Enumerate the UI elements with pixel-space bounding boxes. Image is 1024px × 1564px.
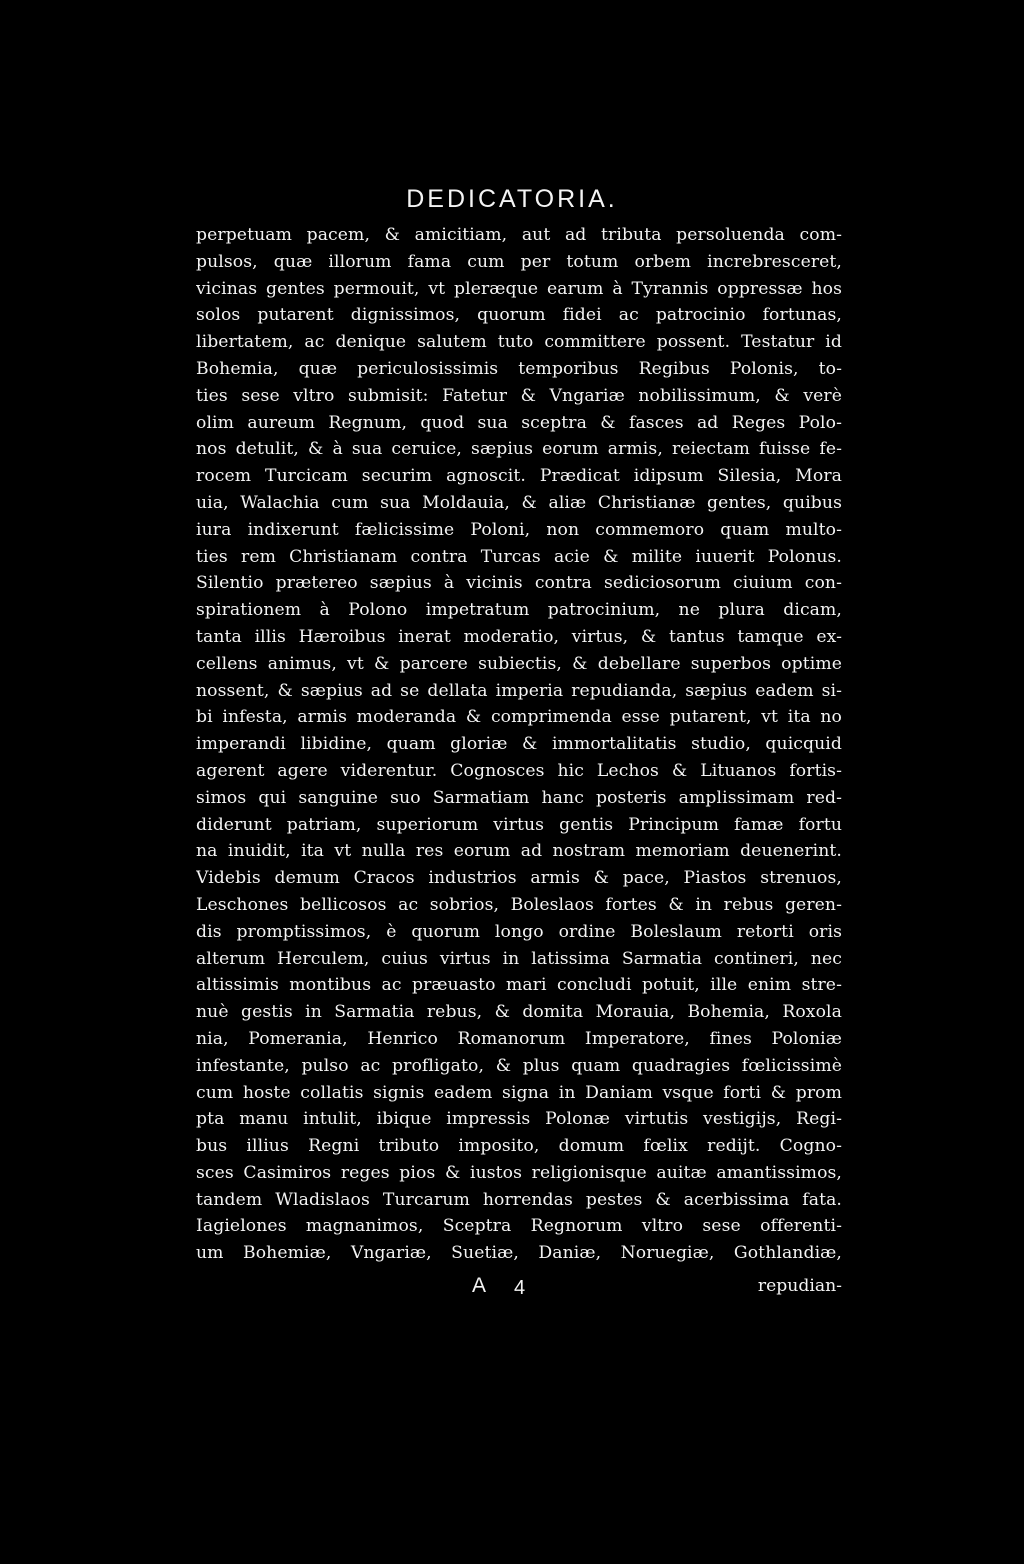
text-line: Leschones bellicosos ac sobrios, Boleslaos fortes & in rebus geren-: [196, 894, 842, 915]
text-line: bus illius Regni tributo imposito, domum fœlix redijt. Cogno-: [196, 1136, 842, 1157]
text-line: libertatem, ac denique salutem tuto committere possent. Testatur id: [196, 332, 842, 353]
text-line: ties rem Christianam contra Turcas acie & milite iuuerit Polonus.: [196, 546, 842, 567]
text-line: diderunt patriam, superiorum virtus gentis Principum famæ fortu: [196, 814, 842, 835]
text-line: tandem Wladislaos Turcarum horrendas pestes & acerbissima fata.: [196, 1189, 842, 1210]
text-line: nuè gestis in Sarmatia rebus, & domita Morauia, Bohemia, Roxola: [196, 1002, 842, 1023]
text-line: Silentio prætereo sæpius à vicinis contra sediciosorum ciuium con-: [196, 573, 842, 594]
text-line: ties sese vltro submisit: Fatetur & Vngariæ nobilissimum, & verè: [196, 385, 842, 406]
text-line: solos putarent dignissimos, quorum fidei ac patrocinio fortunas,: [196, 305, 842, 326]
text-line: dis promptissimos, è quorum longo ordine Boleslaum retorti oris: [196, 921, 842, 942]
text-line: altissimis montibus ac præuasto mari concludi potuit, ille enim stre-: [196, 975, 842, 996]
text-line: infestante, pulso ac profligato, & plus quam quadragies fœlicissimè: [196, 1055, 842, 1076]
text-line: pulsos, quæ illorum fama cum per totum orbem increbresceret,: [196, 251, 842, 272]
text-line: tanta illis Hæroibus inerat moderatio, virtus, & tantus tamque ex-: [196, 626, 842, 647]
text-line: agerent agere viderentur. Cognosces hic Lechos & Lituanos fortis-: [196, 760, 842, 781]
text-line: cellens animus, vt & parcere subiectis, & debellare superbos optime: [196, 653, 842, 674]
text-line: imperandi libidine, quam gloriæ & immortalitatis studio, quicquid: [196, 734, 842, 755]
text-line: Videbis demum Cracos industrios armis & pace, Piastos strenuos,: [196, 868, 842, 889]
text-line: iura indixerunt fælicissime Poloni, non commemoro quam multo-: [196, 519, 842, 540]
text-line: alterum Herculem, cuius virtus in latissima Sarmatia contineri, nec: [196, 948, 842, 969]
text-line: Bohemia, quæ periculosissimis temporibus Regibus Polonis, to-: [196, 358, 842, 379]
text-line: rocem Turcicam securim agnoscit. Prædicat idipsum Silesia, Mora: [196, 466, 842, 487]
text-line: nos detulit, & à sua ceruice, sæpius eorum armis, reiectam fuisse fe-: [196, 439, 842, 460]
text-line: uia, Walachia cum sua Moldauia, & aliæ Christianæ gentes, quibus: [196, 492, 842, 513]
text-line: sces Casimiros reges pios & iustos religionisque auitæ amantissimos,: [196, 1162, 842, 1183]
text-line: simos qui sanguine suo Sarmatiam hanc posteris amplissimam red-: [196, 787, 842, 808]
body-text: [196, 222, 842, 1267]
running-head: DEDICATORIA.: [406, 185, 618, 213]
text-line: cum hoste collatis signis eadem signa in Daniam vsque forti & prom: [196, 1082, 842, 1103]
text-line: nia, Pomerania, Henrico Romanorum Imperatore, fines Poloniæ: [196, 1028, 842, 1049]
catchword: repudian-: [757, 1276, 842, 1296]
text-line: spirationem à Polono impetratum patrocinium, ne plura dicam,: [196, 600, 842, 621]
text-line: pta manu intulit, ibique impressis Polonæ virtutis vestigijs, Regi-: [196, 1109, 842, 1130]
signature-number: 4: [514, 1277, 526, 1299]
text-line: nossent, & sæpius ad se dellata imperia repudianda, sæpius eadem si-: [196, 680, 842, 701]
text-line: um Bohemiæ, Vngariæ, Suetiæ, Daniæ, Noruegiæ, Gothlandiæ,: [196, 1243, 842, 1264]
text-line: vicinas gentes permouit, vt pleræque earum à Tyrannis oppressæ hos: [196, 278, 842, 299]
text-line: Iagielones magnanimos, Sceptra Regnorum vltro sese offerenti-: [196, 1216, 842, 1237]
text-line: bi infesta, armis moderanda & comprimenda esse putarent, vt ita no: [196, 707, 842, 728]
text-line: na inuidit, ita vt nulla res eorum ad nostram memoriam deuenerint.: [196, 841, 842, 862]
text-line: olim aureum Regnum, quod sua sceptra & fasces ad Reges Polo-: [196, 412, 842, 433]
text-line: perpetuam pacem, & amicitiam, aut ad tributa persoluenda com-: [196, 225, 842, 245]
signature-mark: A: [472, 1274, 487, 1297]
page-footer: [196, 1272, 842, 1300]
